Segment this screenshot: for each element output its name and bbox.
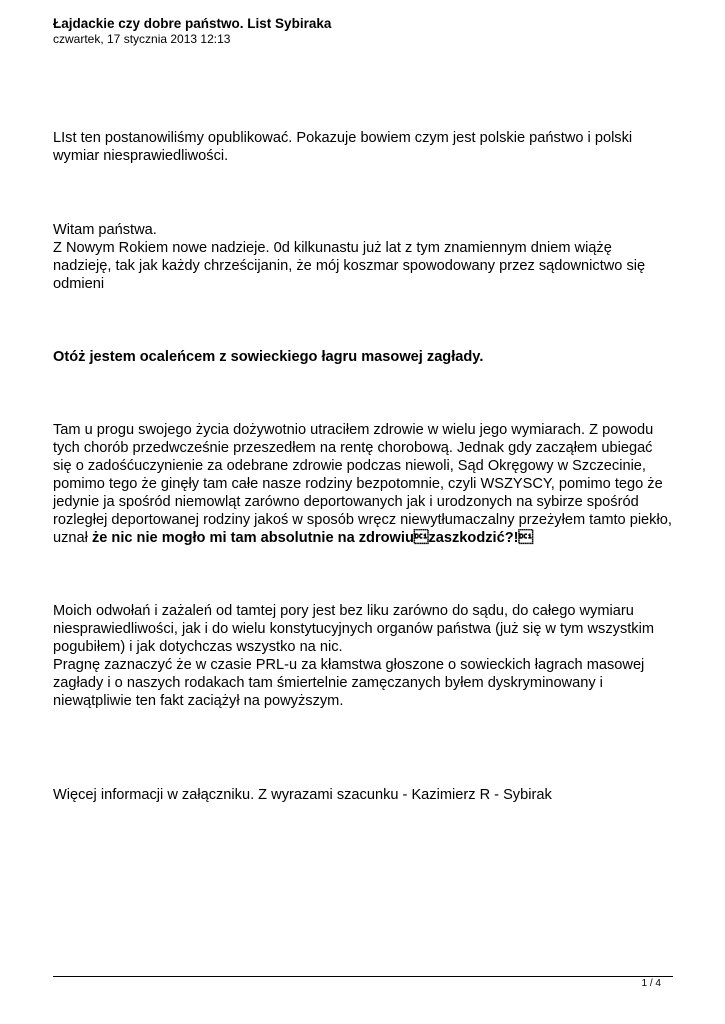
text-line: Moich odwołań i zażaleń od tamtej pory jest bez liku zarówno do sądu, do całego wymiaru: [53, 603, 634, 619]
text-line: rozległej deportowanej rodziny jakoś w sposób wręcz niewytłumaczalny przeżyłem tamto piekło,: [53, 512, 672, 528]
article-date: czwartek, 17 stycznia 2013 12:13: [53, 32, 231, 46]
article-title: Łajdackie czy dobre państwo. List Sybiraka: [53, 16, 332, 31]
headline-text: Otóż jestem ocaleńcem z sowieckiego łagru masowej zagłady.: [53, 349, 484, 365]
appeals-paragraph: [53, 602, 683, 710]
text-line: odmieni: [53, 276, 105, 292]
text-line: Pragnę zaznaczyć że w czasie PRL-u za kłamstwa głoszone o sowieckich łagrach masowej: [53, 657, 645, 673]
story-last-bold: że nic nie mogło mi tam absolutnie na zdrowiuzaszkodzić?!: [91, 530, 534, 546]
text-line: Witam państwa.: [53, 222, 157, 238]
headline-paragraph: [53, 348, 683, 366]
text-line: tych chorób przedwcześnie przeszedłem na rentę chorobową. Jednak gdy zacząłem ubiegać: [53, 440, 653, 456]
closing-paragraph: [53, 786, 683, 804]
text-line: [53, 529, 683, 547]
text-line: wymiar niesprawiedliwości.: [53, 148, 229, 164]
footer-divider: [53, 976, 673, 977]
text-line: pomimo tego że ginęły tam całe nasze rodziny bezpotomnie, czyli WSZYSCY, pomimo tego że: [53, 476, 663, 492]
greeting-paragraph: [53, 221, 683, 293]
text-line: niesprawiedliwości, jak i do wielu konstytucyjnych organów państwa (już się w tym wszystkim: [53, 621, 654, 637]
text-line: się o zadośćuczynienie za odebrane zdrowie podczas niewoli, Sąd Okręgowy w Szczecinie,: [53, 458, 646, 474]
text-line: Z Nowym Rokiem nowe nadzieje. 0d kilkunastu już lat z tym znamiennym dniem wiążę: [53, 240, 612, 256]
story-paragraph: [53, 421, 683, 547]
text-line: niewątpliwie ten fakt zaciążył na powyższym.: [53, 693, 344, 709]
closing-text: Więcej informacji w załączniku. Z wyrazami szacunku - Kazimierz R - Sybirak: [53, 787, 552, 803]
page-number: 1 / 4: [641, 978, 661, 989]
text-line: zagłady i o naszych rodakach tam śmiertelnie zamęczanych byłem dyskryminowany i: [53, 675, 603, 691]
text-line: nadzieję, tak jak każdy chrześcijanin, że mój koszmar spowodowany przez sądownictwo się: [53, 258, 646, 274]
text-line: pogubiłem) i jak dotychczas wszystko na nic.: [53, 639, 343, 655]
text-line: jedynie ja spośród niemowląt zarówno deportowanych jak i urodzonych na sybirze spośród: [53, 494, 639, 510]
text-line: Tam u progu swojego życia dożywotnio utraciłem zdrowie w wielu jego wymiarach. Z powodu: [53, 422, 654, 438]
intro-paragraph: [53, 129, 683, 165]
text-line: LIst ten postanowiliśmy opublikować. Pokazuje bowiem czym jest polskie państwo i polski: [53, 130, 633, 146]
story-last-prefix: uznał: [53, 530, 92, 546]
